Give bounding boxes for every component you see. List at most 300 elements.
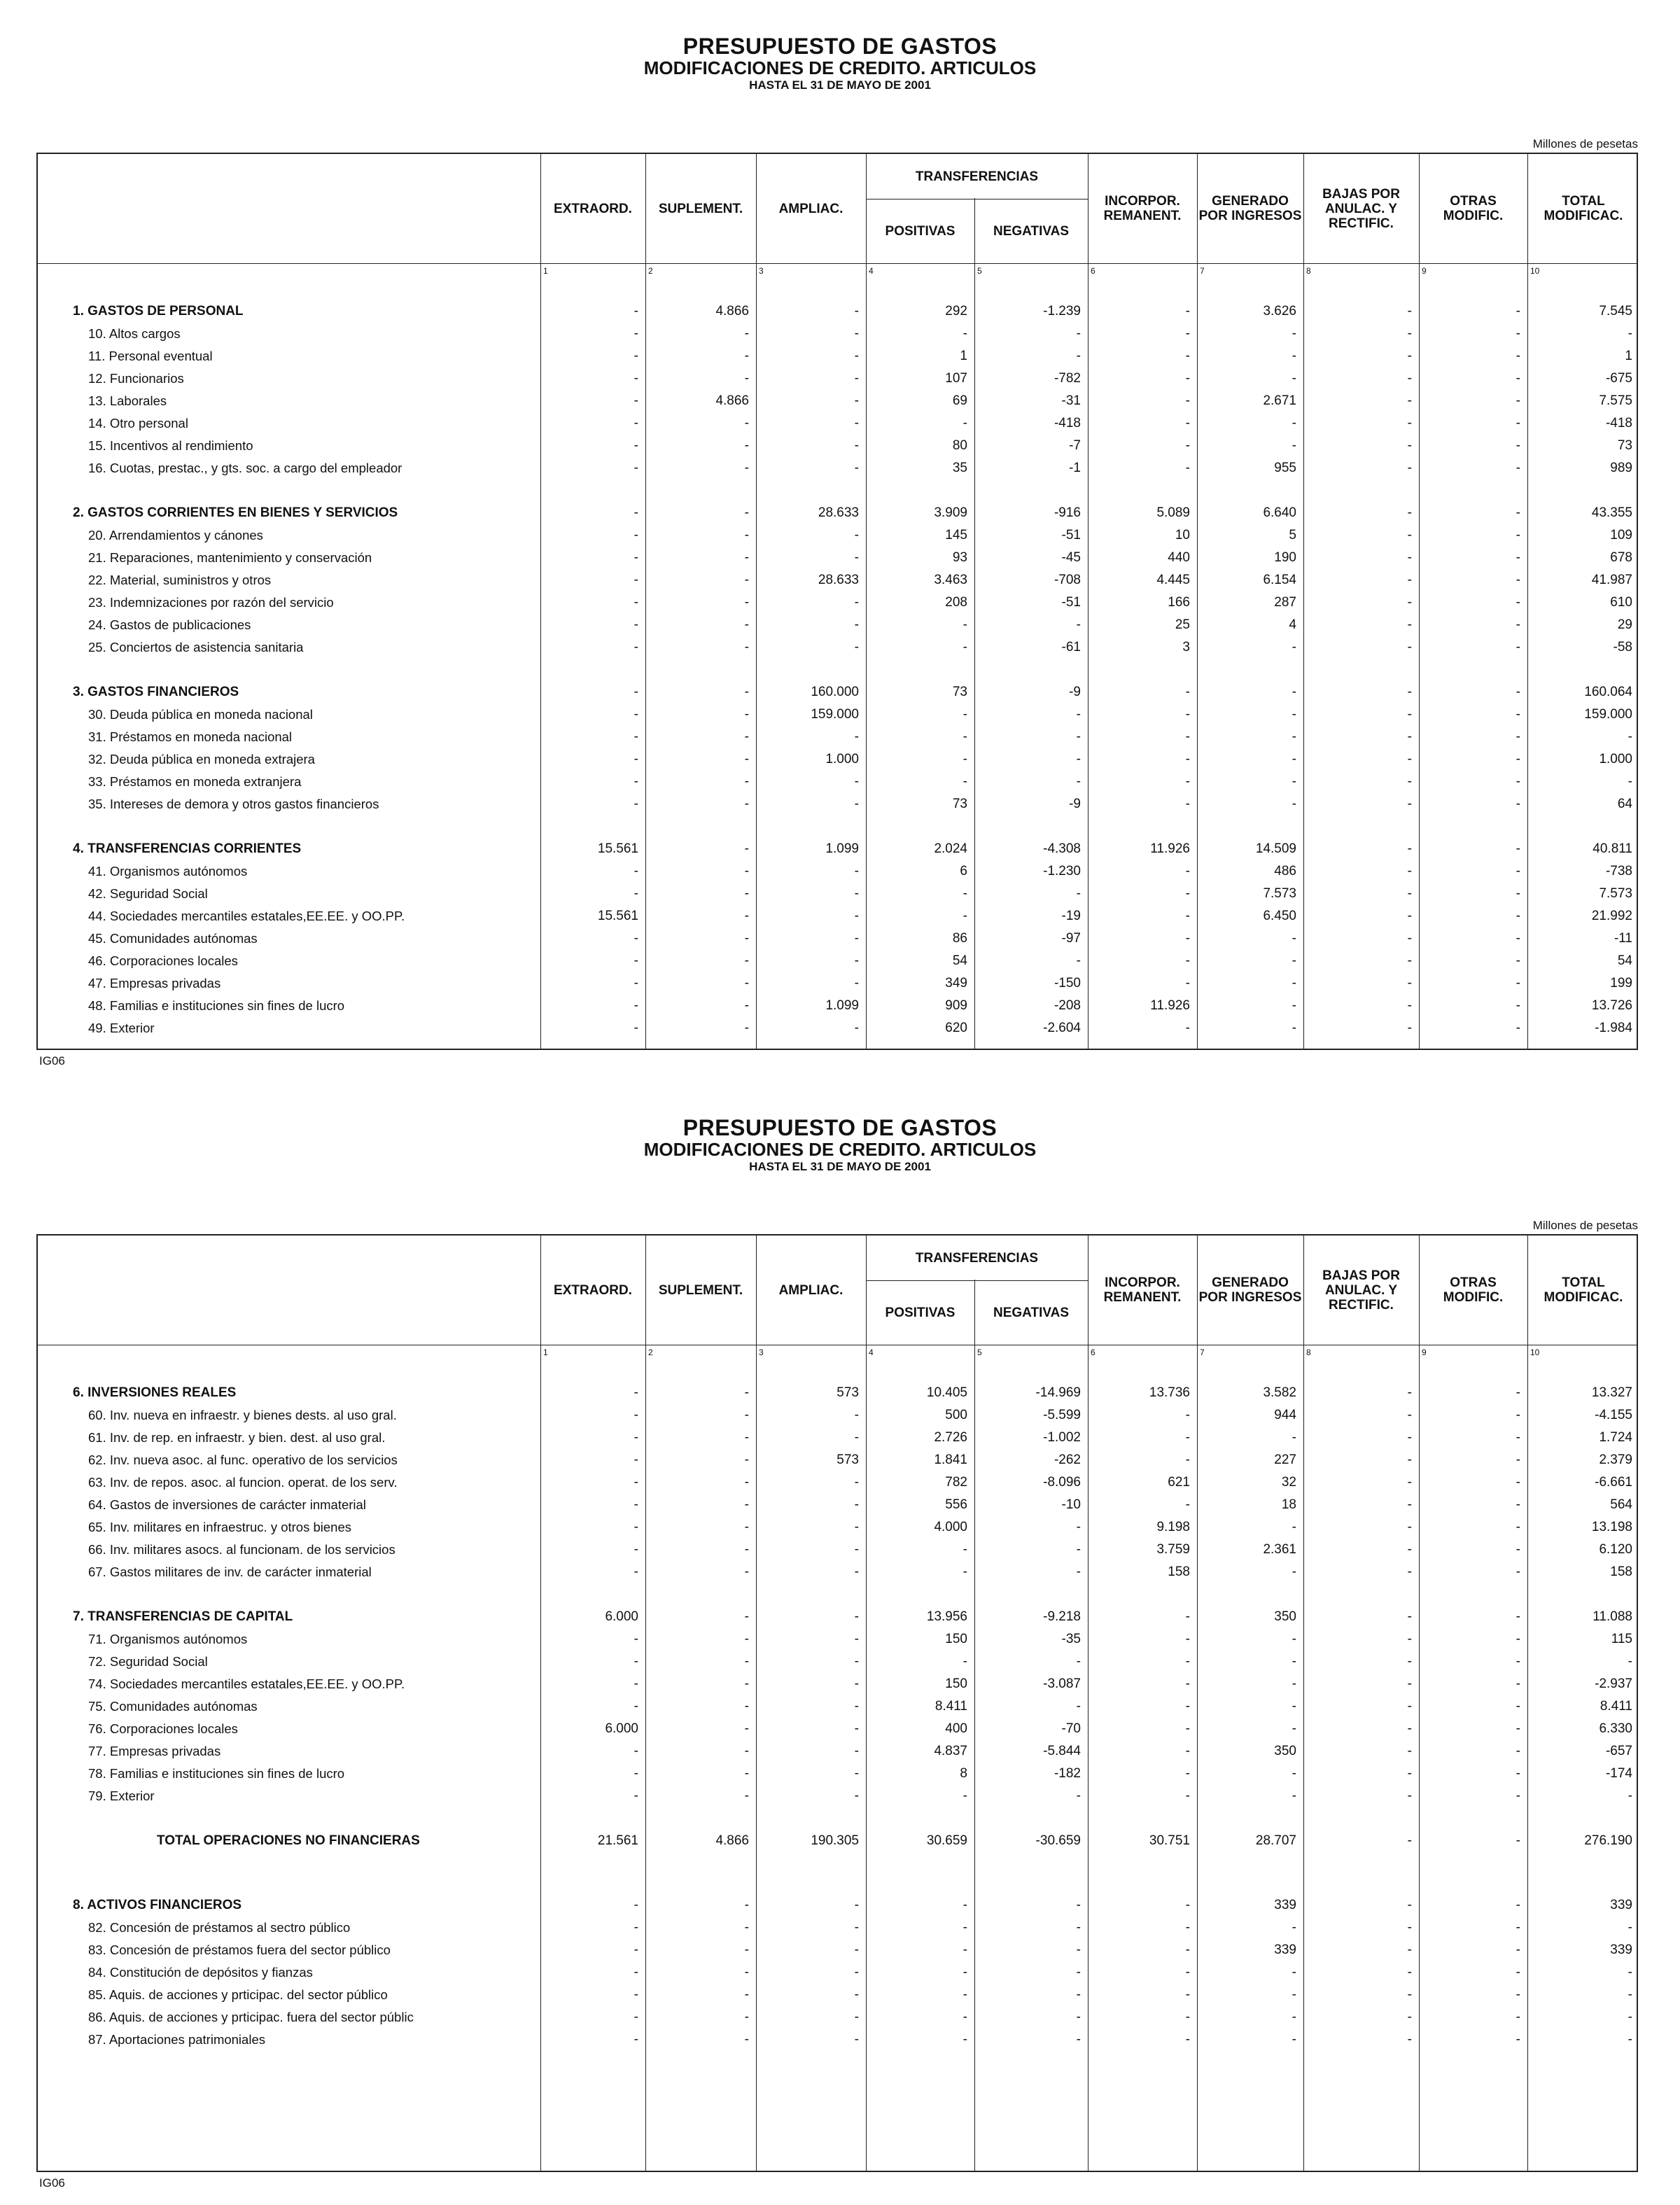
- row-value: -: [634, 1654, 638, 1669]
- row-label: 65. Inv. militares en infraestruc. y otros bienes: [88, 1520, 351, 1534]
- row-value: 486: [1274, 864, 1296, 878]
- row-value: -: [1516, 2010, 1520, 2024]
- row-value: 227: [1274, 1452, 1296, 1467]
- row-value: -: [1292, 1766, 1296, 1781]
- row-value: -: [1407, 931, 1412, 946]
- row-value: -182: [1054, 1766, 1081, 1781]
- row-value: -3.087: [1043, 1676, 1081, 1691]
- row-value: -: [854, 617, 859, 632]
- row-label: 62. Inv. nueva asoc. al func. operativo de los servicios: [88, 1452, 398, 1467]
- row-value: -: [1407, 304, 1412, 318]
- row-value: -: [854, 1744, 859, 1758]
- table-row: [38, 1539, 1639, 1562]
- row-label: 71. Organismos autónomos: [88, 1632, 248, 1646]
- row-value: -: [1076, 707, 1081, 722]
- row-value: -: [1516, 438, 1520, 453]
- column-number: 2: [648, 1348, 653, 1357]
- row-value: -: [1076, 1942, 1081, 1957]
- row-value: 4.000: [934, 1520, 967, 1534]
- row-value: -: [1076, 1542, 1081, 1557]
- row-value: -: [1292, 752, 1296, 766]
- row-value: -: [634, 1564, 638, 1579]
- row-value: 1.099: [825, 841, 859, 856]
- row-value: -: [1292, 1430, 1296, 1445]
- row-value: 440: [1168, 550, 1190, 565]
- row-value: -: [744, 1654, 749, 1669]
- row-value: -: [1407, 1475, 1412, 1490]
- row-value: -: [962, 774, 967, 789]
- row-value: -: [854, 528, 859, 542]
- row-value: -: [1076, 1564, 1081, 1579]
- row-value: 73: [1617, 438, 1632, 453]
- column-header-bajas: BAJAS POR ANULAC. Y RECTIFIC.: [1322, 186, 1400, 231]
- table-row: [38, 368, 1639, 391]
- row-value: -: [854, 1654, 859, 1669]
- row-value: -: [854, 304, 859, 318]
- row-value: 4.866: [715, 304, 749, 318]
- row-value: 28.633: [818, 505, 859, 520]
- row-value: -: [1292, 349, 1296, 363]
- row-value: 13.198: [1591, 1520, 1632, 1534]
- row-value: -: [744, 1699, 749, 1714]
- row-value: -: [1407, 461, 1412, 475]
- row-value: -: [634, 864, 638, 878]
- row-value: -: [854, 326, 859, 341]
- row-value: -: [1628, 1654, 1632, 1669]
- row-value: -: [744, 1609, 749, 1624]
- row-value: -: [1185, 416, 1190, 430]
- table-row: [38, 839, 1639, 861]
- row-value: -: [634, 595, 638, 610]
- row-value: -: [1292, 1632, 1296, 1646]
- row-value: -: [744, 528, 749, 542]
- row-value: -: [1185, 909, 1190, 923]
- row-value: -: [744, 886, 749, 901]
- row-value: 1.724: [1599, 1430, 1632, 1445]
- row-label: 77. Empresas privadas: [88, 1744, 221, 1758]
- row-value: -: [1076, 2010, 1081, 2024]
- table-row: [38, 1427, 1639, 1450]
- row-value: -: [1628, 2032, 1632, 2047]
- row-value: -: [1628, 774, 1632, 789]
- row-value: -: [634, 1408, 638, 1422]
- row-value: -: [1185, 707, 1190, 722]
- row-value: -: [744, 729, 749, 744]
- row-value: -: [1516, 326, 1520, 341]
- row-value: -: [1407, 841, 1412, 856]
- column-number: 7: [1200, 266, 1205, 276]
- row-value: -: [744, 1766, 749, 1781]
- row-value: -: [1076, 326, 1081, 341]
- row-label: 76. Corporaciones locales: [88, 1721, 238, 1736]
- row-value: -: [744, 1452, 749, 1467]
- row-value: 8: [960, 1766, 967, 1781]
- row-value: -: [962, 1788, 967, 1803]
- row-value: -5.599: [1043, 1408, 1081, 1422]
- row-value: -: [1407, 998, 1412, 1013]
- row-value: -97: [1061, 931, 1081, 946]
- row-value: -1.230: [1043, 864, 1081, 878]
- row-label: 35. Intereses de demora y otros gastos financieros: [88, 797, 379, 811]
- column-header-extraord: EXTRAORD.: [554, 1282, 632, 1298]
- row-value: -: [744, 505, 749, 520]
- row-value: -: [634, 1942, 638, 1957]
- report-title: PRESUPUESTO DE GASTOS: [682, 34, 997, 59]
- row-value: -8.096: [1043, 1475, 1081, 1490]
- row-label: 11. Personal eventual: [88, 349, 213, 363]
- row-value: -: [854, 976, 859, 990]
- column-number: 1: [543, 266, 548, 276]
- row-value: 3.909: [934, 505, 967, 520]
- budget-table: [36, 153, 1638, 1050]
- row-label: 42. Seguridad Social: [88, 886, 208, 901]
- row-value: -: [744, 1520, 749, 1534]
- table-row: [38, 1741, 1639, 1763]
- row-label: 20. Arrendamientos y cánones: [88, 528, 263, 542]
- row-value: -: [1516, 371, 1520, 386]
- row-value: -: [962, 1564, 967, 1579]
- row-label: 67. Gastos militares de inv. de carácter inmaterial: [88, 1564, 372, 1579]
- row-label: 32. Deuda pública en moneda extrajera: [88, 752, 315, 766]
- table-row: [38, 1962, 1639, 1984]
- row-value: 8.411: [934, 1699, 967, 1714]
- row-value: -: [1185, 1898, 1190, 1912]
- units-label: Millones de pesetas: [1532, 137, 1638, 150]
- row-label: 61. Inv. de rep. en infraestr. y bien. dest. al uso gral.: [88, 1430, 386, 1445]
- column-number: 2: [648, 266, 653, 276]
- table-row: [38, 1517, 1639, 1539]
- row-value: -: [1185, 393, 1190, 408]
- row-label: 64. Gastos de inversiones de carácter inmaterial: [88, 1497, 366, 1512]
- row-value: -: [1292, 685, 1296, 699]
- row-value: -31: [1061, 393, 1081, 408]
- row-value: 573: [836, 1385, 859, 1400]
- row-value: -: [1185, 1699, 1190, 1714]
- row-value: -: [1407, 1833, 1412, 1848]
- column-header-incorpor: INCORPOR. REMANENT.: [1103, 1275, 1182, 1305]
- column-header-bajas: BAJAS POR ANULAC. Y RECTIFIC.: [1322, 1268, 1400, 1312]
- table-row: [38, 592, 1639, 615]
- row-value: -: [854, 953, 859, 968]
- table-row: [38, 1629, 1639, 1651]
- row-value: -: [634, 1898, 638, 1912]
- column-header-otras: OTRAS MODIFIC.: [1443, 194, 1504, 223]
- row-value: 199: [1610, 976, 1632, 990]
- row-value: -: [962, 640, 967, 654]
- row-value: -: [1516, 1408, 1520, 1422]
- row-value: -: [634, 1021, 638, 1035]
- row-value: -30.659: [1035, 1833, 1081, 1848]
- row-value: -: [634, 1452, 638, 1467]
- row-value: 115: [1611, 1632, 1632, 1646]
- row-value: -: [1516, 1699, 1520, 1714]
- row-value: 10: [1175, 528, 1190, 542]
- row-label: 21. Reparaciones, mantenimiento y conservación: [88, 550, 372, 565]
- row-value: -: [1407, 1942, 1412, 1957]
- column-header-ampliac: AMPLIAC.: [778, 201, 844, 216]
- row-label: 60. Inv. nueva en infraestr. y bienes dests. al uso gral.: [88, 1408, 397, 1422]
- row-label: 82. Concesión de préstamos al sectro público: [88, 1920, 351, 1935]
- row-value: -: [1292, 416, 1296, 430]
- row-value: 276.190: [1584, 1833, 1632, 1848]
- row-value: -: [744, 998, 749, 1013]
- row-value: -: [1292, 371, 1296, 386]
- row-value: -51: [1061, 595, 1081, 610]
- table-row: [38, 1562, 1639, 1584]
- row-value: -: [744, 326, 749, 341]
- table-row: [38, 928, 1639, 951]
- row-value: -: [634, 640, 638, 654]
- row-value: -: [634, 371, 638, 386]
- table-row: [38, 1651, 1639, 1674]
- row-value: 107: [945, 371, 967, 386]
- row-value: -: [1185, 1942, 1190, 1957]
- row-value: -: [1628, 1788, 1632, 1803]
- row-value: -: [1185, 685, 1190, 699]
- row-value: -: [1185, 1609, 1190, 1624]
- row-value: 349: [945, 976, 967, 990]
- row-value: -: [1628, 1920, 1632, 1935]
- row-value: -: [744, 1632, 749, 1646]
- row-value: 339: [1274, 1898, 1296, 1912]
- row-value: -: [854, 1542, 859, 1557]
- row-value: -: [854, 1987, 859, 2002]
- row-value: -: [1185, 797, 1190, 811]
- row-value: -: [634, 1632, 638, 1646]
- row-value: -: [1407, 393, 1412, 408]
- row-value: -: [962, 729, 967, 744]
- row-label: 79. Exterior: [88, 1788, 155, 1803]
- row-value: -35: [1061, 1632, 1081, 1646]
- row-value: -: [744, 976, 749, 990]
- row-value: -: [1185, 438, 1190, 453]
- row-value: -: [1516, 349, 1520, 363]
- row-value: 989: [1610, 461, 1632, 475]
- row-value: -: [744, 1965, 749, 1980]
- row-value: -: [634, 573, 638, 587]
- row-value: -: [1076, 953, 1081, 968]
- row-value: -: [1292, 1654, 1296, 1669]
- column-header-generado: GENERADO POR INGRESOS: [1198, 1275, 1302, 1305]
- row-value: -: [854, 438, 859, 453]
- column-number: 5: [977, 266, 982, 276]
- row-label: 45. Comunidades autónomas: [88, 931, 258, 946]
- table-row: [38, 1450, 1639, 1472]
- report-date: HASTA EL 31 DE MAYO DE 2001: [749, 78, 931, 92]
- table-row: [38, 1786, 1639, 1808]
- row-value: -: [962, 2032, 967, 2047]
- row-label: 30. Deuda pública en moneda nacional: [88, 707, 313, 722]
- row-value: -: [854, 774, 859, 789]
- row-value: -: [744, 1788, 749, 1803]
- row-label: 8. ACTIVOS FINANCIEROS: [73, 1898, 242, 1912]
- row-value: 1: [960, 349, 967, 363]
- row-value: 8.411: [1600, 1699, 1632, 1714]
- row-value: 1.000: [825, 752, 859, 766]
- row-value: 339: [1610, 1942, 1632, 1957]
- row-value: -11: [1614, 931, 1632, 946]
- row-value: 64: [1617, 797, 1632, 811]
- table-row: [38, 547, 1639, 570]
- table-row: [38, 1696, 1639, 1718]
- table-row: [38, 883, 1639, 906]
- row-value: -: [1076, 1965, 1081, 1980]
- row-value: 3.626: [1263, 304, 1296, 318]
- row-value: -: [962, 1898, 967, 1912]
- row-value: -: [1185, 1766, 1190, 1781]
- row-value: 782: [945, 1475, 967, 1490]
- row-value: 54: [952, 953, 967, 968]
- row-value: 30.751: [1149, 1833, 1190, 1848]
- row-value: 73: [952, 685, 967, 699]
- row-value: -: [1516, 2032, 1520, 2047]
- table-row: [38, 1940, 1639, 1962]
- row-value: -: [1516, 998, 1520, 1013]
- row-value: -: [744, 573, 749, 587]
- row-value: 11.926: [1150, 841, 1190, 856]
- row-value: -: [1516, 595, 1520, 610]
- row-value: -: [1076, 729, 1081, 744]
- row-value: -: [744, 752, 749, 766]
- row-value: 11.088: [1592, 1609, 1632, 1624]
- column-number: 1: [543, 1348, 548, 1357]
- table-row: [38, 1405, 1639, 1427]
- column-number: 10: [1530, 266, 1540, 276]
- row-value: -: [1516, 707, 1520, 722]
- row-value: -1: [1069, 461, 1081, 475]
- row-value: -: [1516, 1766, 1520, 1781]
- row-value: -: [634, 416, 638, 430]
- row-value: -: [634, 886, 638, 901]
- row-value: -: [962, 617, 967, 632]
- row-value: -: [634, 393, 638, 408]
- row-value: -708: [1054, 573, 1081, 587]
- row-value: -: [634, 998, 638, 1013]
- row-value: -: [1516, 640, 1520, 654]
- row-value: -: [744, 953, 749, 968]
- row-value: -: [1292, 640, 1296, 654]
- row-label: 13. Laborales: [88, 393, 167, 408]
- row-value: -: [744, 1475, 749, 1490]
- row-value: 86: [952, 931, 967, 946]
- row-value: -: [1185, 1721, 1190, 1736]
- row-value: -: [1185, 1497, 1190, 1512]
- table-row: [38, 951, 1639, 973]
- row-value: 3: [1182, 640, 1190, 654]
- row-value: 13.956: [926, 1609, 967, 1624]
- row-label: 66. Inv. militares asocs. al funcionam. de los servicios: [88, 1542, 396, 1557]
- row-label: 14. Otro personal: [88, 416, 188, 430]
- row-value: 909: [945, 998, 967, 1013]
- row-value: -: [634, 550, 638, 565]
- row-label: 72. Seguridad Social: [88, 1654, 208, 1669]
- table-row: [38, 1718, 1639, 1741]
- row-value: -: [1407, 1699, 1412, 1714]
- table-row: [38, 637, 1639, 659]
- row-value: -174: [1605, 1766, 1632, 1781]
- row-value: 29: [1617, 617, 1632, 632]
- row-value: -: [962, 1942, 967, 1957]
- row-value: -: [1407, 1676, 1412, 1691]
- report-subtitle: MODIFICACIONES DE CREDITO. ARTICULOS: [643, 1139, 1037, 1160]
- row-value: 21.992: [1591, 909, 1632, 923]
- column-number: 6: [1091, 1348, 1096, 1357]
- row-value: -: [1185, 931, 1190, 946]
- row-value: -: [1407, 685, 1412, 699]
- row-value: 6.450: [1263, 909, 1296, 923]
- column-header-transferencias: TRANSFERENCIAS: [915, 1250, 1039, 1266]
- row-label: 48. Familias e instituciones sin fines de lucro: [88, 998, 345, 1013]
- row-value: -: [1076, 617, 1081, 632]
- row-value: -: [1292, 976, 1296, 990]
- row-value: -: [634, 2010, 638, 2024]
- report-page-1: [0, 0, 1680, 1102]
- row-value: -: [854, 1699, 859, 1714]
- row-value: 556: [945, 1497, 967, 1512]
- row-value: -: [854, 2010, 859, 2024]
- row-value: 160.000: [811, 685, 859, 699]
- row-value: -: [1185, 1788, 1190, 1803]
- row-value: -: [854, 1497, 859, 1512]
- row-value: -: [634, 1965, 638, 1980]
- column-number: 3: [759, 1348, 764, 1357]
- row-value: -738: [1605, 864, 1632, 878]
- row-value: 13.726: [1591, 998, 1632, 1013]
- row-value: -: [744, 595, 749, 610]
- row-label: 24. Gastos de publicaciones: [88, 617, 251, 632]
- row-value: -: [634, 752, 638, 766]
- row-value: -: [1516, 1385, 1520, 1400]
- row-value: -: [1185, 1430, 1190, 1445]
- column-number: 9: [1422, 266, 1427, 276]
- row-value: 159.000: [1584, 707, 1632, 722]
- row-value: -1.002: [1043, 1430, 1081, 1445]
- row-value: 158: [1610, 1564, 1632, 1579]
- column-header-positivas: POSITIVAS: [885, 223, 955, 239]
- row-value: 944: [1274, 1408, 1296, 1422]
- column-header-extraord: EXTRAORD.: [554, 201, 632, 216]
- row-value: -: [1185, 1452, 1190, 1467]
- table-row: [38, 2007, 1639, 2029]
- row-value: -: [1292, 1965, 1296, 1980]
- header-divider: [38, 263, 1637, 264]
- row-value: 3.463: [934, 573, 967, 587]
- row-value: -: [854, 1520, 859, 1534]
- row-value: -: [1292, 774, 1296, 789]
- row-value: -: [1185, 1632, 1190, 1646]
- row-label: 83. Concesión de préstamos fuera del sector público: [88, 1942, 391, 1957]
- row-label: 47. Empresas privadas: [88, 976, 221, 990]
- row-label: 7. TRANSFERENCIAS DE CAPITAL: [73, 1609, 293, 1624]
- row-value: -: [1516, 841, 1520, 856]
- column-number: 5: [977, 1348, 982, 1357]
- row-value: 610: [1610, 595, 1632, 610]
- row-value: -: [634, 528, 638, 542]
- row-value: -: [1516, 953, 1520, 968]
- page-footer-code: IG06: [39, 2176, 65, 2190]
- row-label: 23. Indemnizaciones por razón del servicio: [88, 595, 334, 610]
- row-value: -: [1516, 1542, 1520, 1557]
- row-value: 69: [952, 393, 967, 408]
- row-value: -61: [1061, 640, 1081, 654]
- row-value: -: [1407, 2032, 1412, 2047]
- row-value: -: [1516, 729, 1520, 744]
- row-label: 31. Préstamos en moneda nacional: [88, 729, 293, 744]
- row-value: -: [1407, 1920, 1412, 1935]
- row-value: -: [744, 349, 749, 363]
- row-value: -7: [1069, 438, 1081, 453]
- row-value: -: [634, 1676, 638, 1691]
